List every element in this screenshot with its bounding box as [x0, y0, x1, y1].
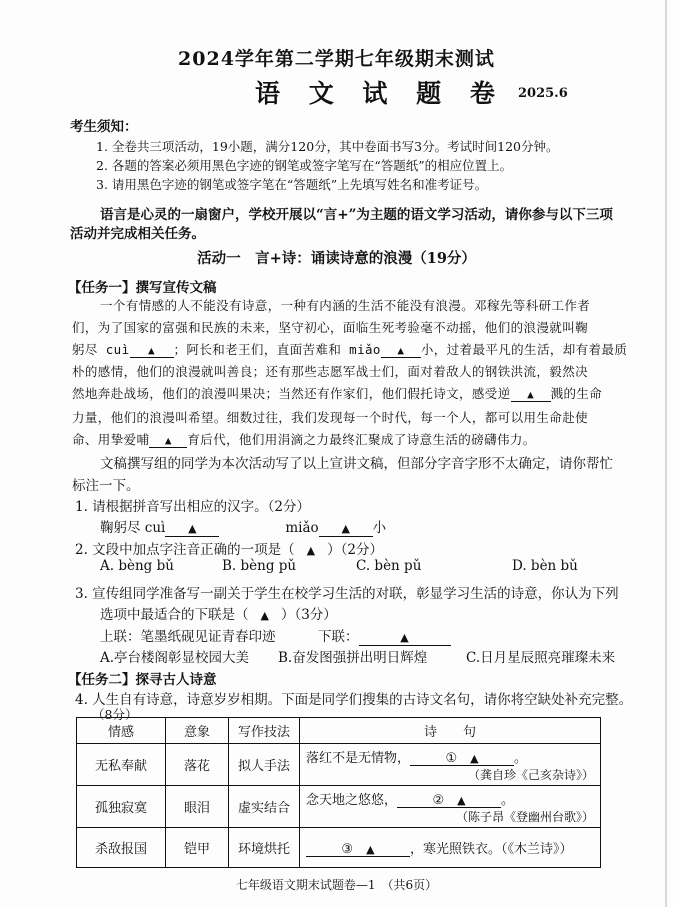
table-header: 情感 [77, 718, 166, 744]
q3-option: C.日月星辰照亮璀璨未来 [466, 650, 616, 666]
answer-blank[interactable]: ③ ▲ [306, 843, 410, 857]
task2-heading: 【任务二】探寻古人诗意 [68, 672, 217, 688]
q3-lower: 下联： ▲ [318, 625, 451, 646]
answer-blank[interactable]: ▲ [260, 609, 269, 622]
table-row [77, 786, 601, 828]
table-header-row [77, 718, 601, 744]
verse-cell: ③ ▲ ，寒光照铁衣。（《木兰诗》） [300, 828, 601, 868]
page-footer: 七年级语文期末试题卷—1 （共6页） [235, 878, 438, 892]
notice-item: 1. 全卷共三项活动，19小题，满分120分，其中卷面书写3分。考试时间120分钟。 [96, 139, 559, 154]
emotion-cell: 杀敌报国 [77, 828, 166, 868]
answer-blank[interactable]: ▲ [165, 522, 219, 537]
page-edge [665, 0, 667, 907]
q3-upper: 上联：笔墨纸砚见证青春印迹 [100, 629, 276, 645]
verse-cell: 念天地之悠悠， ② ▲ 。 （陈子昂《登幽州台歌》） [300, 786, 601, 828]
q1-stem: 1. 请根据拼音写出相应的汉字。（2分） [75, 499, 311, 515]
q2-option: A. bèng bǔ [100, 558, 174, 574]
technique-cell: 虚实结合 [229, 786, 300, 828]
q2-stem: 2. 文段中加点字注音正确的一项是（ ▲ ）（2分） [75, 542, 383, 558]
image-cell: 铠甲 [166, 828, 229, 868]
answer-blank[interactable]: ▲ [359, 631, 451, 646]
answer-blank[interactable]: ② ▲ [397, 794, 501, 808]
q2-option: C. bèn pǔ [356, 558, 422, 574]
activity-heading: 活动一 言+诗：诵读诗意的浪漫（19分） [197, 250, 476, 267]
instruction-line: 文稿撰写组的同学为本次活动写了以上宣讲文稿，但部分字音字形不太确定，请你帮忙 [100, 456, 613, 472]
answer-blank[interactable]: ▲ [130, 344, 174, 358]
passage-line: 一个有情感的人不能没有诗意，一种有内涵的生活不能没有浪漫。邓稼先等科研工作者 [100, 298, 591, 313]
q3-stem: 选项中最适合的下联是（ ▲ ）（3分） [100, 607, 337, 623]
answer-blank[interactable]: ▲ [149, 434, 187, 448]
passage-line: 朴的感情，他们的浪漫就叫善良；还有那些志愿军战士们，面对着敌人的钢铁洪流，毅然决 [72, 364, 589, 379]
q1-answers: 鞠躬尽 cuì ▲ miǎo ▲ 小 [100, 520, 387, 536]
intro-line: 语言是心灵的一扇窗户，学校开展以“言+”为主题的语文学习活动，请你参与以下三项 [100, 207, 613, 223]
verse-cell: 落红不是无情物， ① ▲ 。 （龚自珍《己亥杂诗》） [300, 744, 601, 786]
passage-line: 躬尽 cuì ▲ ；阿长和老王们，直面苦难和 miǎo ▲ 小，过着最平凡的生活，却有着最质 [72, 342, 628, 357]
passage-line: 们，为了国家的富强和民族的未来，坚守初心，面临生死考验毫不动摇，他们的浪漫就叫鞠 [72, 320, 589, 335]
image-cell: 落花 [166, 744, 229, 786]
intro-line: 活动并完成相关任务。 [70, 226, 205, 242]
table-row [77, 828, 601, 868]
table-header: 写作技法 [229, 718, 300, 744]
emotion-cell: 孤独寂寞 [77, 786, 166, 828]
exam-date: 2025.6 [518, 86, 568, 101]
answer-blank[interactable]: ▲ [306, 544, 316, 557]
table-row [77, 744, 601, 786]
task1-heading: 【任务一】撰写宣传文稿 [68, 280, 217, 296]
q2-option: B. bèng pǔ [222, 558, 297, 574]
passage-line: 然地奔赴战场，他们的浪漫叫果决；当然还有作家们，他们假托诗文，感受逆 ▲ 溅的生命 [72, 386, 603, 401]
passage-line: 力量，他们的浪漫叫希望。细数过往，我们发现每一个时代，每一个人，都可以用生命赴使 [72, 410, 589, 425]
technique-cell: 拟人手法 [229, 744, 300, 786]
instruction-line: 标注一下。 [72, 478, 140, 494]
q3-stem: 3. 宣传组同学准备写一副关于学生在校学习生活的对联，彰显学习生活的诗意，你认为下列 [75, 586, 619, 602]
notice-heading: 考生须知： [70, 119, 138, 135]
answer-blank[interactable]: ① ▲ [410, 752, 514, 766]
exam-title: 2024学年第二学期七年级期末测试 [178, 48, 495, 70]
answer-blank[interactable]: ▲ [319, 522, 373, 537]
notice-item: 3. 请用黑色字迹的钢笔或签字笔在“答题纸”上先填写姓名和准考证号。 [96, 177, 488, 192]
q3-option: B.奋发图强拼出明日辉煌 [278, 650, 428, 666]
answer-blank[interactable]: ▲ [381, 344, 421, 358]
q4-stem: 4. 人生自有诗意，诗意岁岁相期。下面是同学们搜集的古诗文名句，请你将空缺处补充完整。 [75, 692, 633, 708]
q4-score: （8分） [92, 707, 138, 722]
poem-table [76, 717, 601, 868]
q2-option: D. bèn bǔ [512, 558, 578, 574]
answer-blank[interactable]: ▲ [511, 388, 551, 402]
passage-line: 命、用挚爱哺 ▲ 育后代，他们用涓滴之力最终汇聚成了诗意生活的磅礴伟力。 [72, 432, 536, 447]
notice-item: 2. 各题的答案必须用黑色字迹的钢笔或签字笔写在“答题纸”的相应位置上。 [96, 158, 513, 173]
table-header: 诗 句 [300, 718, 601, 744]
image-cell: 眼泪 [166, 786, 229, 828]
exam-subtitle: 语 文 试 题 卷 [255, 79, 505, 108]
q3-option: A.亭台楼阁彰显校园大美 [100, 650, 250, 666]
emotion-cell: 无私奉献 [77, 744, 166, 786]
table-header: 意象 [166, 718, 229, 744]
technique-cell: 环境烘托 [229, 828, 300, 868]
